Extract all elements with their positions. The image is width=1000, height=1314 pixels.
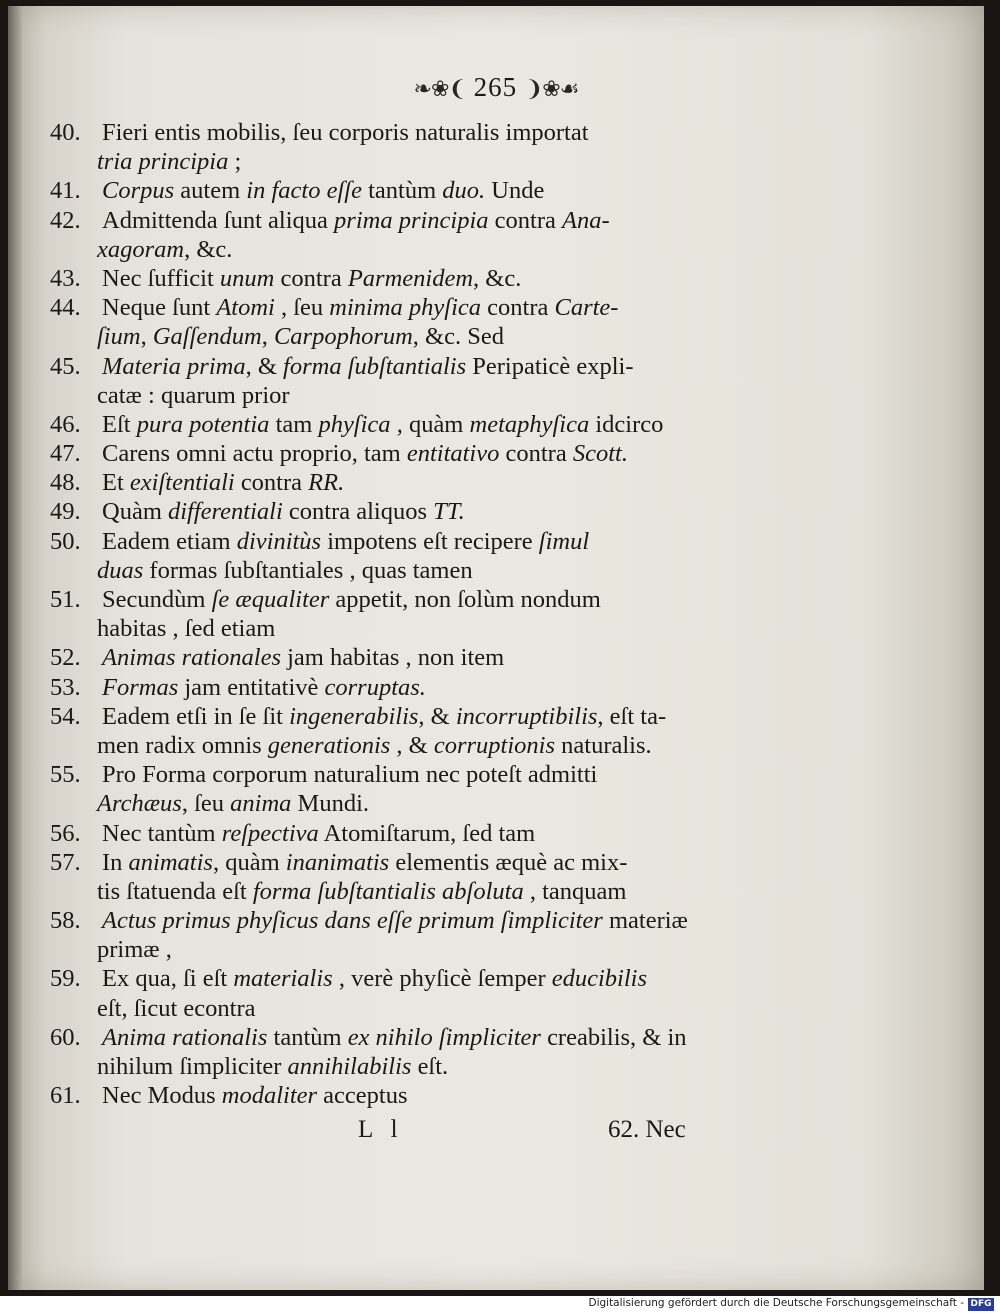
italic-text: incorruptibilis (455, 702, 598, 730)
roman-text: Mundi. (291, 790, 369, 818)
roman-text: elementis æquè ac mix- (389, 848, 628, 876)
text-line (50, 206, 740, 235)
roman-text: , (261, 323, 274, 351)
roman-text: Carens omni actu proprio, tam (102, 440, 407, 468)
text-line (50, 1081, 740, 1110)
roman-text: impotens eſt recipere (321, 527, 539, 555)
italic-text: corruptas. (324, 673, 426, 701)
roman-text: jam habitas , non item (281, 644, 505, 672)
roman-text: , &c. (184, 235, 233, 263)
roman-text: catæ : quarum prior (97, 381, 290, 409)
roman-text: eſt. (411, 1053, 449, 1080)
roman-text: , verè phyſicè ſemper (332, 965, 552, 993)
roman-text: , quàm (212, 848, 286, 876)
thesis-number: 58. (50, 907, 81, 935)
italic-text: duo. (442, 177, 486, 205)
roman-text: autem (174, 177, 247, 205)
roman-text: tantùm (267, 1023, 348, 1051)
italic-text: Carpophorum (273, 323, 413, 351)
italic-text: unum (219, 264, 275, 292)
text-line (50, 176, 740, 205)
italic-text: in facto eſſe (246, 177, 362, 205)
thesis-number: 41. (50, 177, 81, 205)
text-line (50, 994, 740, 1023)
roman-text: contra (234, 469, 309, 497)
text-line (50, 322, 740, 351)
italic-text: animatis (128, 848, 213, 876)
thesis-number: 43. (50, 264, 81, 292)
text-line (50, 731, 740, 760)
italic-text: Anima rationalis (102, 1023, 268, 1051)
roman-text: Peripaticè expli- (466, 352, 634, 380)
italic-text: tria principia (97, 148, 229, 176)
page-gutter-shadow (8, 6, 22, 1290)
italic-text: ingenerabilis (289, 702, 419, 730)
italic-text: materialis (233, 965, 333, 993)
thesis-number: 40. (50, 119, 81, 146)
roman-text: materiæ (602, 907, 688, 935)
thesis-number: 54. (50, 702, 81, 730)
roman-text: tam (269, 410, 319, 438)
italic-text: pura potentia (136, 410, 270, 438)
thesis-number: 45. (50, 352, 81, 380)
thesis-number: 42. (50, 206, 81, 234)
italic-text: Corpus (102, 177, 175, 205)
italic-text: ex nihilo ſimpliciter (347, 1023, 541, 1051)
thesis-number: 48. (50, 469, 81, 497)
thesis-number: 46. (50, 410, 81, 438)
text-line (50, 293, 740, 322)
roman-text: nihilum ſimpliciter (97, 1053, 288, 1080)
roman-text: Ex qua, ſi eſt (102, 965, 234, 993)
roman-text: men radix omnis (97, 731, 268, 759)
thesis-number: 49. (50, 498, 81, 526)
italic-text: modaliter (221, 1082, 318, 1110)
signature-mark: L l (358, 1116, 404, 1143)
roman-text: Secundùm (102, 586, 212, 613)
roman-text: Pro Forma corporum naturalium nec poteſt admitti (102, 761, 598, 789)
attribution-bar (0, 1296, 1000, 1314)
italic-text: Scott. (572, 440, 628, 468)
ornament-left-icon: ❧❀❨ (413, 76, 466, 101)
roman-text: , & (390, 731, 434, 759)
roman-text: ; (228, 148, 242, 176)
roman-text: , & (245, 352, 284, 380)
roman-text: formas ſubſtantiales , quas tamen (143, 556, 473, 584)
thesis-number: 51. (50, 586, 81, 613)
page-number: 265 (473, 72, 518, 102)
text-line (50, 614, 740, 643)
italic-text: forma ſubſtantialis abſoluta (252, 877, 524, 905)
text-line (50, 118, 740, 147)
italic-text: reſpectiva (221, 819, 319, 847)
roman-text: , tanquam (523, 877, 627, 905)
italic-text: Ana- (562, 206, 610, 234)
roman-text: , ſeu (274, 294, 330, 322)
roman-text: Et (102, 469, 130, 497)
thesis-number: 44. (50, 294, 81, 322)
text-line (50, 760, 740, 789)
roman-text: , (140, 323, 153, 351)
roman-text: appetit, non ſolùm nondum (329, 586, 601, 613)
text-line (50, 468, 740, 497)
italic-text: divinitùs (236, 527, 322, 555)
thesis-number: 59. (50, 965, 81, 993)
roman-text: In (102, 848, 129, 876)
roman-text: contra (274, 264, 348, 292)
thesis-number: 52. (50, 644, 81, 672)
italic-text: corruptionis (433, 731, 556, 759)
italic-text: phyſica (318, 410, 391, 438)
roman-text: habitas , ſed etiam (97, 615, 276, 643)
italic-text: duas (97, 556, 144, 584)
thesis-number: 55. (50, 761, 81, 789)
roman-text: tis ſtatuenda eſt (97, 877, 253, 905)
roman-text: idcirco (589, 410, 664, 438)
text-line (50, 935, 740, 964)
roman-text: Nec ſufficit (102, 264, 220, 292)
text-line (50, 497, 740, 526)
italic-text: metaphyſica (469, 410, 590, 438)
roman-text: Nec Modus (102, 1082, 222, 1110)
text-line (50, 877, 740, 906)
text-line (50, 1023, 740, 1052)
roman-text: acceptus (317, 1082, 408, 1110)
italic-text: RR. (308, 469, 345, 497)
text-line (50, 235, 740, 264)
italic-text: TT. (433, 498, 465, 526)
roman-text: , quàm (390, 410, 470, 438)
thesis-number: 50. (50, 527, 81, 555)
text-line (50, 264, 740, 293)
roman-text: Eadem etiam (102, 527, 237, 555)
text-line (50, 439, 740, 468)
thesis-number: 56. (50, 819, 81, 847)
italic-text: Archæus (97, 790, 182, 818)
roman-text: , ſeu (181, 790, 231, 818)
text-line (50, 964, 740, 993)
text-line (50, 527, 740, 556)
italic-text: annihilabilis (287, 1053, 412, 1080)
text-line (50, 789, 740, 818)
italic-text: Formas (102, 673, 179, 701)
thesis-number: 47. (50, 440, 81, 468)
ornament-right-icon: ❩❀☙ (524, 76, 579, 101)
roman-text: creabilis, & in (540, 1023, 687, 1051)
roman-text: Quàm (102, 498, 168, 526)
italic-text: anima (230, 790, 292, 818)
thesis-number: 60. (50, 1023, 81, 1051)
italic-text: Actus primus phyſicus dans eſſe primum ſimpliciter (102, 907, 603, 935)
roman-text: contra aliquos (282, 498, 434, 526)
running-head (8, 72, 984, 103)
italic-text: generationis (267, 731, 391, 759)
italic-text: Atomi (216, 294, 275, 322)
roman-text: eſt, ſicut econtra (97, 994, 256, 1022)
roman-text: contra (488, 206, 562, 234)
roman-text: , &c. (473, 264, 522, 292)
italic-text: educibilis (551, 965, 648, 993)
attribution-text: Digitalisierung gefördert durch die Deutsche Forschungsgemeinschaft - (588, 1297, 964, 1309)
text-line (50, 556, 740, 585)
text-line (50, 1052, 740, 1081)
italic-text: Gaſſendum (152, 323, 262, 351)
italic-text: Carte- (554, 294, 619, 322)
text-line (50, 848, 740, 877)
italic-text: Materia prima (102, 352, 246, 380)
roman-text: contra (499, 440, 573, 468)
roman-text: tantùm (361, 177, 443, 205)
roman-text: Admittenda ſunt aliqua (102, 206, 335, 234)
text-line (50, 673, 740, 702)
roman-text: , eſt ta- (597, 702, 667, 730)
text-line (50, 643, 740, 672)
thesis-list (50, 118, 740, 1110)
italic-text: prima principia (334, 206, 489, 234)
thesis-number: 57. (50, 848, 81, 876)
catchword: 62. Nec (608, 1116, 686, 1143)
roman-text: Atomiſtarum, ſed tam (318, 819, 536, 847)
italic-text: ſium (97, 323, 141, 351)
italic-text: entitativo (406, 440, 500, 468)
roman-text: naturalis. (555, 731, 652, 759)
italic-text: Parmenidem (347, 264, 474, 292)
roman-text: , &c. Sed (412, 323, 504, 351)
italic-text: xagoram (97, 235, 185, 263)
italic-text: minima phyſica (329, 294, 482, 322)
book-page (8, 6, 984, 1290)
roman-text: Neque ſunt (102, 294, 217, 322)
roman-text: contra (481, 294, 555, 322)
text-line (50, 352, 740, 381)
roman-text: jam entitativè (178, 673, 325, 701)
roman-text: , & (418, 702, 456, 730)
italic-text: exiſtentiali (129, 469, 235, 497)
text-line (50, 585, 740, 614)
italic-text: differentiali (168, 498, 283, 526)
italic-text: ſimul (538, 527, 590, 555)
thesis-number: 61. (50, 1082, 81, 1110)
thesis-number: 53. (50, 673, 81, 701)
roman-text: Nec tantùm (102, 819, 222, 847)
dfg-logo-icon: DFG (968, 1298, 994, 1311)
text-line (50, 819, 740, 848)
text-line (50, 381, 740, 410)
text-line (50, 906, 740, 935)
italic-text: forma ſubſtantialis (283, 352, 467, 380)
roman-text: Eſt (102, 410, 137, 438)
roman-text: primæ , (97, 936, 172, 964)
roman-text: Fieri entis mobilis, ſeu corporis naturalis importat (102, 119, 589, 146)
roman-text: Eadem etſi in ſe ſit (102, 702, 290, 730)
roman-text: Unde (485, 177, 545, 205)
italic-text: ſe æqualiter (211, 586, 330, 613)
text-line (50, 147, 740, 176)
italic-text: Animas rationales (102, 644, 281, 672)
text-line (50, 702, 740, 731)
text-line (50, 410, 740, 439)
italic-text: inanimatis (285, 848, 390, 876)
